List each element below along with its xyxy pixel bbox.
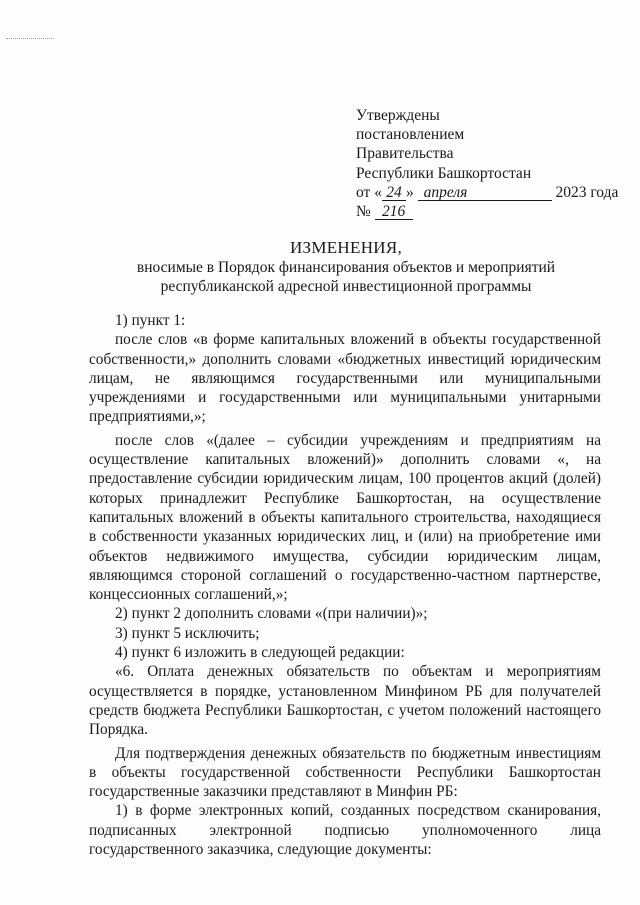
number-prefix: № xyxy=(356,203,371,221)
date-day: 24 xyxy=(382,185,406,201)
paragraph: после слов «в форме капитальных вложений в объекты государственной собственности,» дополнить словами «бюджетных инвестиций юридическим лицам, не являющимся государственными или муниципальными учреждениями и государственными или муниципальными унитарными предприятиями,»; xyxy=(89,331,601,426)
approval-number-line xyxy=(356,202,606,221)
paragraph: Для подтверждения денежных обязательств по бюджетным инвестициям в объекты государственной собственности Республики Башкортостан государственные заказчики представляют в Минфин РБ: xyxy=(89,744,601,801)
paragraph: после слов «(далее – субсидии учреждениям и предприятиям на осуществление капитальных вложений)» дополнить словами «, на предоставление субсидии юридическим лицам, 100 процентов акций (долей) которых принадлежит Республике Башкортостан, на осуществление капитальных вложений в объекты капитального строительства, находящиеся в собственности указанных юридических лиц, и (или) на приобретение ими объектов недвижимого имущества, субсидии юридическим лицам, являющимся стороной соглашений о государственно-частном партнерстве, концессионных соглашений,»; xyxy=(89,431,601,604)
date-mid: » xyxy=(405,183,414,201)
paragraph: 2) пункт 2 дополнить словами «(при наличии)»; xyxy=(115,605,428,623)
date-month: апреля xyxy=(418,185,552,201)
approval-line: Республики Башкортостан xyxy=(356,164,532,182)
approval-stamp-block xyxy=(356,106,619,221)
paragraph: 4) пункт 6 изложить в следующей редакции: xyxy=(115,644,405,662)
approval-line: Правительства xyxy=(356,145,454,163)
date-prefix: от « xyxy=(356,183,382,201)
approval-line: Утверждены xyxy=(356,107,440,124)
scan-margin-mark xyxy=(6,38,54,39)
paragraph: 3) пункт 5 исключить; xyxy=(115,624,260,642)
document-heading: ИЗМЕНЕНИЯ, xyxy=(289,238,403,257)
approval-line: постановлением xyxy=(356,126,465,144)
document-title-block xyxy=(90,238,602,296)
document-body xyxy=(89,311,601,859)
paragraph: 1) пункт 1: xyxy=(115,312,186,329)
paragraph: 1) в форме электронных копий, созданных посредством сканирования, подписанных электронной подписью уполномоченного лица государственного заказчика, следующие документы: xyxy=(89,802,601,859)
decree-number: 216 xyxy=(375,204,413,220)
paragraph: «6. Оплата денежных обязательств по объектам и мероприятиям осуществляется в порядке, установленном Минфином РБ для получателей средств бюджета Республики Башкортостан, с учетом положений настоящего Порядка. xyxy=(89,663,601,739)
date-year: 2023 года xyxy=(555,183,619,201)
document-subtitle: вносимые в Порядок финансирования объектов и мероприятий республиканской адресной инвестиционной программы xyxy=(136,259,556,295)
approval-date-line xyxy=(356,183,619,202)
